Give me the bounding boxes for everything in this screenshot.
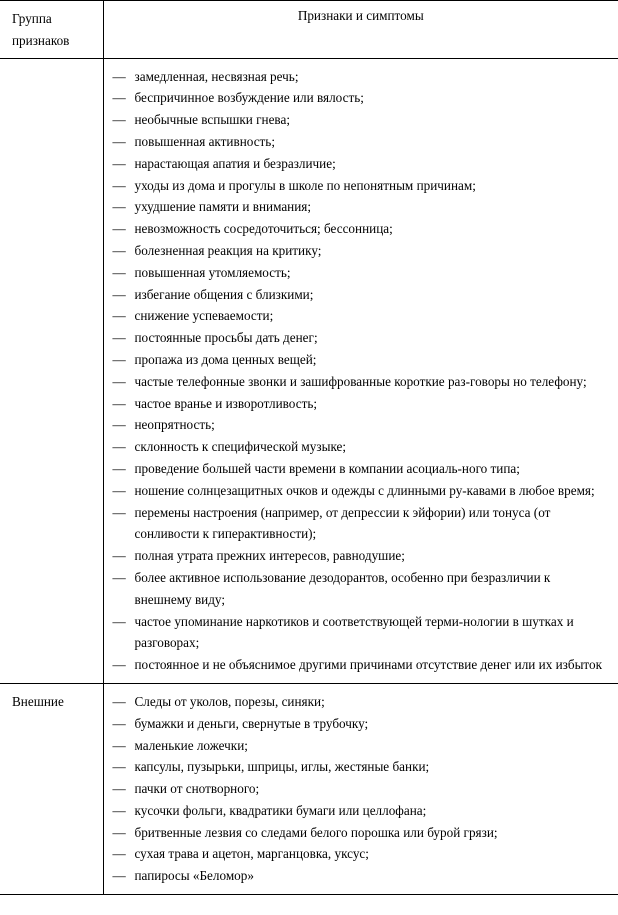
list-item: — необычные вспышки гнева; [113,109,611,131]
list-item: — постоянное и не объяснимое другими причинами отсутствие денег или их избыток [113,654,611,676]
list-item: — папиросы «Беломор» [113,865,611,887]
list-item: — ухудшение памяти и внимания; [113,196,611,218]
list-item: — полная утрата прежних интересов, равнодушие; [113,545,611,567]
list-item: — бритвенные лезвия со следами белого порошка или бурой грязи; [113,822,611,844]
list-item: — частые телефонные звонки и зашифрованные короткие раз-говоры но телефону; [113,371,611,393]
row-symptoms-cell [103,683,618,894]
table-header-row [0,1,618,59]
column-header-signs: Признаки и симптомы [103,1,618,59]
list-item: — неопрятность; [113,414,611,436]
group-label: Внешние [12,693,64,709]
table-row [0,683,618,894]
list-item: — склонность к специфической музыке; [113,436,611,458]
list-item: — нарастающая апатия и безразличие; [113,153,611,175]
column-header-group [0,1,103,59]
list-item: — ношение солнцезащитных очков и одежды с длинными ру-кавами в любое время; [113,480,611,502]
list-item: — беспричинное возбуждение или вялость; [113,87,611,109]
list-item: — избегание общения с близкими; [113,284,611,306]
list-item: — капсулы, пузырьки, шприцы, иглы, жестяные банки; [113,756,611,778]
list-item: — замедленная, несвязная речь; [113,66,611,88]
list-item: — болезненная реакция на критику; [113,240,611,262]
row-group-label-cell [0,683,103,894]
list-item: — кусочки фольги, квадратики бумаги или целлофана; [113,800,611,822]
row-group-label-cell [0,58,103,683]
list-item: — повышенная утомляемость; [113,262,611,284]
list-item: — повышенная активность; [113,131,611,153]
list-item: — бумажки и деньги, свернутые в трубочку; [113,713,611,735]
list-item: — Следы от уколов, порезы, синяки; [113,691,611,713]
list-item: — невозможность сосредоточиться; бессонница; [113,218,611,240]
list-item: — постоянные просьбы дать денег; [113,327,611,349]
list-item: — маленькие ложечки; [113,735,611,757]
list-item: — более активное использование дезодорантов, особенно при безразличии к внешнему виду; [113,567,611,611]
column-header-group-line1: Группа [12,11,52,26]
list-item: — пачки от снотворного; [113,778,611,800]
table-body [0,58,618,894]
list-item: — частое упоминание наркотиков и соответствующей терми-нологии в шутках и разговорах; [113,611,611,655]
column-header-group-line2: признаков [12,32,70,48]
symptom-list [113,66,611,676]
symptom-list [113,691,611,887]
list-item: — уходы из дома и прогулы в школе по непонятным причинам; [113,175,611,197]
list-item: — частое вранье и изворотливость; [113,393,611,415]
list-item: — сухая трава и ацетон, марганцовка, уксус; [113,843,611,865]
list-item: — проведение большей части времени в компании асоциаль-ного типа; [113,458,611,480]
table-head [0,1,618,59]
table-row [0,58,618,683]
list-item: — снижение успеваемости; [113,305,611,327]
list-item: — пропажа из дома ценных вещей; [113,349,611,371]
list-item: — перемены настроения (например, от депрессии к эйфории) или тонуса (от сонливости к гиперактивности); [113,502,611,546]
row-symptoms-cell [103,58,618,683]
